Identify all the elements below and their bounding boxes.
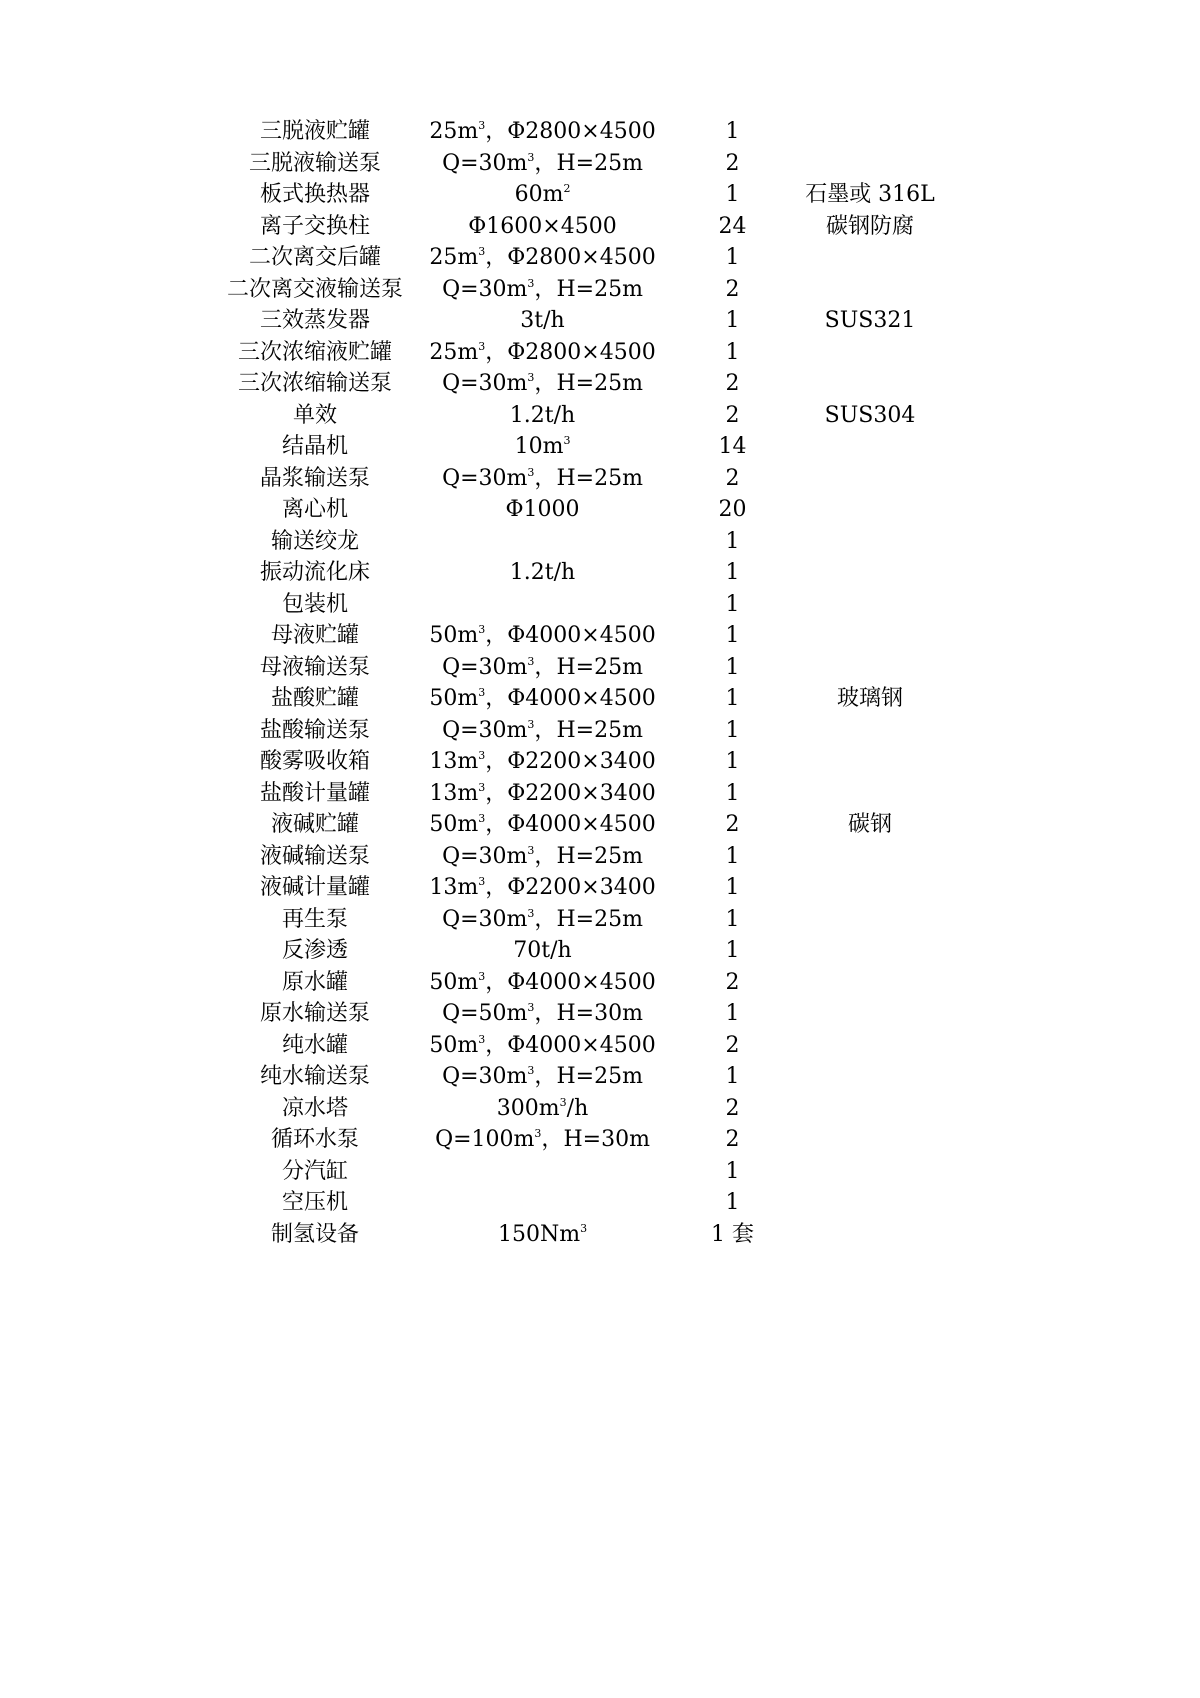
equipment-spec-cell: $Q=30m^3$，H=25m — [442, 906, 643, 932]
equipment-quantity-cell: 2 — [725, 969, 740, 995]
equipment-material-cell — [800, 715, 940, 747]
equipment-name-cell: 再生泵 — [281, 906, 348, 932]
equipment-quantity-cell: 1 — [725, 843, 740, 869]
equipment-quantity-cell: 2 — [725, 371, 740, 396]
table-row — [210, 1093, 940, 1125]
table-row — [210, 683, 940, 715]
table-row — [210, 809, 940, 841]
equipment-name-cell: 三脱液贮罐 — [259, 119, 370, 144]
table-row — [210, 1156, 940, 1188]
equipment-quantity-cell: 1 — [725, 119, 740, 144]
equipment-spec-cell: 70t/h — [513, 938, 572, 963]
equipment-spec-cell: $13m^3$，Φ2200×3400 — [429, 749, 656, 774]
equipment-material-cell — [800, 998, 940, 1030]
equipment-name-cell: 晶浆输送泵 — [259, 465, 370, 491]
equipment-name-cell: 三次浓缩输送泵 — [237, 371, 392, 396]
table-row — [210, 589, 940, 621]
equipment-material-cell — [800, 652, 940, 684]
equipment-material-cell — [800, 841, 940, 873]
equipment-name-cell: 循环水泵 — [270, 1127, 359, 1152]
equipment-name-cell: 分汽缸 — [281, 1158, 348, 1184]
equipment-spec-cell: $Q=30m^3$，H=25m — [442, 276, 643, 302]
table-row — [210, 998, 940, 1030]
equipment-material-cell — [800, 1093, 940, 1125]
equipment-spec-cell: 150Nm$^3$ — [497, 1221, 588, 1247]
equipment-quantity-cell: 14 — [718, 434, 747, 459]
equipment-spec-cell: $50m^3$，Φ4000×4500 — [429, 623, 656, 648]
equipment-material-cell: SUS321 — [824, 308, 916, 333]
table-row — [210, 211, 940, 243]
equipment-name-cell: 盐酸输送泵 — [259, 717, 370, 743]
equipment-spec-cell: $300m^3/h$ — [496, 1095, 589, 1121]
equipment-spec-cell: $Q=30m^3$，H=25m — [442, 150, 643, 176]
table-row — [210, 400, 940, 432]
equipment-material-cell — [800, 242, 940, 274]
table-row — [210, 148, 940, 180]
equipment-name-cell: 离子交换柱 — [259, 213, 370, 239]
equipment-material-cell — [800, 116, 940, 148]
equipment-name-cell: 母液输送泵 — [259, 654, 370, 680]
equipment-spec-cell: $Q=30m^3$，H=25m — [442, 1064, 643, 1089]
equipment-quantity-cell: 1 — [725, 686, 740, 711]
equipment-name-cell: 液碱输送泵 — [259, 843, 370, 869]
table-row — [210, 778, 940, 810]
table-row — [210, 872, 940, 904]
equipment-quantity-cell: 1 — [725, 1064, 740, 1089]
equipment-quantity-cell: 1 — [725, 528, 740, 554]
equipment-material-cell — [800, 494, 940, 526]
table-row — [210, 116, 940, 148]
equipment-quantity-cell: 2 — [725, 465, 740, 491]
equipment-name-cell: 母液贮罐 — [270, 623, 359, 648]
equipment-quantity-cell: 1 — [725, 245, 740, 270]
equipment-spec-cell: $50m^3$，Φ4000×4500 — [429, 1032, 656, 1058]
equipment-quantity-cell: 2 — [725, 402, 740, 428]
equipment-name-cell: 纯水输送泵 — [259, 1064, 370, 1089]
equipment-table-body — [210, 116, 940, 1250]
equipment-quantity-cell: 24 — [718, 213, 747, 239]
equipment-material-cell — [800, 148, 940, 180]
equipment-quantity-cell: 1 — [725, 875, 740, 900]
table-row — [210, 1061, 940, 1093]
equipment-name-cell: 制氢设备 — [270, 1221, 359, 1247]
equipment-quantity-cell: 1 — [725, 560, 740, 585]
equipment-quantity-cell: 2 — [725, 812, 740, 837]
equipment-spec-cell: $Q=30m^3$，H=25m — [442, 843, 643, 869]
equipment-quantity-cell: 20 — [718, 497, 747, 522]
table-row — [210, 179, 940, 211]
equipment-spec-cell: $13m^3$，Φ2200×3400 — [429, 780, 656, 806]
equipment-spec-cell — [420, 589, 665, 621]
equipment-material-cell: 碳钢 — [847, 812, 892, 837]
table-row — [210, 967, 940, 999]
table-row — [210, 337, 940, 369]
equipment-quantity-cell: 1 — [725, 1158, 740, 1184]
equipment-quantity-cell: 2 — [725, 1127, 740, 1152]
table-row — [210, 841, 940, 873]
equipment-name-cell: 反渗透 — [281, 938, 348, 963]
equipment-spec-cell: $10m^3$ — [514, 434, 571, 459]
table-row — [210, 1187, 940, 1219]
equipment-material-cell — [800, 557, 940, 589]
equipment-quantity-cell: 2 — [725, 276, 740, 302]
equipment-material-cell — [800, 526, 940, 558]
equipment-quantity-cell: 1 — [725, 182, 740, 207]
equipment-name-cell: 液碱计量罐 — [259, 875, 370, 900]
equipment-material-cell — [800, 1030, 940, 1062]
equipment-material-cell — [800, 1156, 940, 1188]
equipment-name-cell: 盐酸贮罐 — [270, 686, 359, 711]
equipment-name-cell: 二次离交后罐 — [248, 245, 381, 270]
table-row — [210, 242, 940, 274]
equipment-material-cell — [800, 904, 940, 936]
equipment-material-cell — [800, 935, 940, 967]
table-row — [210, 715, 940, 747]
equipment-quantity-cell: 1 套 — [711, 1221, 754, 1247]
table-row — [210, 274, 940, 306]
equipment-material-cell — [800, 463, 940, 495]
equipment-spec-cell: 3t/h — [520, 308, 565, 333]
equipment-material-cell — [800, 1124, 940, 1156]
equipment-material-cell — [800, 778, 940, 810]
equipment-material-cell — [800, 368, 940, 400]
equipment-spec-cell: $13m^3$，Φ2200×3400 — [429, 875, 656, 900]
equipment-name-cell: 离心机 — [281, 497, 348, 522]
equipment-name-cell: 板式换热器 — [259, 182, 370, 207]
equipment-name-cell: 盐酸计量罐 — [259, 780, 370, 806]
equipment-spec-cell — [420, 1156, 665, 1188]
equipment-spec-cell: $Q=100m^3$，H=30m — [435, 1127, 650, 1152]
equipment-spec-cell: $25m^3$，Φ2800×4500 — [429, 119, 656, 144]
equipment-name-cell: 空压机 — [281, 1190, 348, 1215]
table-row — [210, 463, 940, 495]
equipment-material-cell: 碳钢防腐 — [825, 213, 914, 239]
equipment-name-cell: 包装机 — [281, 591, 348, 617]
equipment-material-cell: 玻璃钢 — [836, 686, 903, 711]
equipment-material-cell: 石墨或 316L — [805, 182, 935, 207]
table-row — [210, 368, 940, 400]
equipment-quantity-cell: 1 — [725, 906, 740, 932]
equipment-name-cell: 结晶机 — [281, 434, 348, 459]
equipment-material-cell — [800, 431, 940, 463]
equipment-spec-cell: $Q=30m^3$，H=25m — [442, 371, 643, 396]
equipment-spec-cell — [420, 1187, 665, 1219]
equipment-table — [210, 116, 940, 1250]
table-row — [210, 494, 940, 526]
equipment-name-cell: 输送绞龙 — [270, 528, 359, 554]
equipment-quantity-cell: 1 — [725, 339, 740, 365]
equipment-spec-cell: $50m^3$，Φ4000×4500 — [429, 686, 656, 711]
equipment-spec-cell: $25m^3$，Φ2800×4500 — [429, 339, 656, 365]
table-row — [210, 935, 940, 967]
equipment-material-cell — [800, 746, 940, 778]
equipment-material-cell — [800, 1219, 940, 1251]
equipment-material-cell — [800, 967, 940, 999]
table-row — [210, 305, 940, 337]
equipment-spec-cell: $Q=30m^3$，H=25m — [442, 465, 643, 491]
equipment-material-cell — [800, 620, 940, 652]
equipment-spec-cell: $Q=30m^3$，H=25m — [442, 717, 643, 743]
equipment-name-cell: 原水罐 — [281, 969, 348, 995]
equipment-material-cell — [800, 337, 940, 369]
table-row — [210, 620, 940, 652]
equipment-spec-cell: $50m^3$，Φ4000×4500 — [429, 969, 656, 995]
table-row — [210, 652, 940, 684]
table-row — [210, 1124, 940, 1156]
equipment-name-cell: 酸雾吸收箱 — [259, 749, 370, 774]
equipment-name-cell: 原水输送泵 — [259, 1001, 370, 1026]
equipment-quantity-cell: 1 — [725, 780, 740, 806]
equipment-spec-cell: $25m^3$，Φ2800×4500 — [429, 245, 656, 270]
equipment-material-cell — [800, 1187, 940, 1219]
equipment-name-cell: 三脱液输送泵 — [248, 150, 381, 176]
equipment-material-cell — [800, 274, 940, 306]
equipment-quantity-cell: 1 — [725, 717, 740, 743]
table-row — [210, 1219, 940, 1251]
equipment-quantity-cell: 1 — [725, 654, 740, 680]
equipment-quantity-cell: 2 — [725, 1095, 740, 1121]
equipment-spec-cell: Φ1600×4500 — [468, 213, 617, 239]
table-row — [210, 1030, 940, 1062]
equipment-quantity-cell: 1 — [725, 308, 740, 333]
equipment-spec-cell: $60m^2$ — [514, 182, 571, 207]
equipment-name-cell: 振动流化床 — [259, 560, 370, 585]
equipment-quantity-cell: 1 — [725, 1190, 740, 1215]
equipment-spec-cell: $50m^3$，Φ4000×4500 — [429, 812, 656, 837]
table-row — [210, 746, 940, 778]
equipment-material-cell: SUS304 — [824, 402, 916, 428]
table-row — [210, 557, 940, 589]
equipment-name-cell: 单效 — [292, 402, 337, 428]
equipment-spec-cell: $Q=50m^3$，H=30m — [442, 1001, 643, 1026]
equipment-material-cell — [800, 1061, 940, 1093]
equipment-spec-cell — [420, 526, 665, 558]
equipment-spec-cell: 1.2t/h — [509, 402, 576, 428]
table-row — [210, 904, 940, 936]
equipment-spec-cell: Φ1000 — [505, 497, 580, 522]
table-row — [210, 526, 940, 558]
equipment-name-cell: 二次离交液输送泵 — [226, 276, 403, 302]
equipment-spec-cell: $Q=30m^3$，H=25m — [442, 654, 643, 680]
equipment-material-cell — [800, 589, 940, 621]
equipment-quantity-cell: 1 — [725, 1001, 740, 1026]
equipment-quantity-cell: 2 — [725, 150, 740, 176]
equipment-name-cell: 三次浓缩液贮罐 — [237, 339, 392, 365]
equipment-name-cell: 纯水罐 — [281, 1032, 348, 1058]
equipment-name-cell: 三效蒸发器 — [259, 308, 370, 333]
equipment-quantity-cell: 1 — [725, 623, 740, 648]
equipment-name-cell: 液碱贮罐 — [270, 812, 359, 837]
equipment-quantity-cell: 1 — [725, 591, 740, 617]
equipment-quantity-cell: 1 — [725, 938, 740, 963]
equipment-quantity-cell: 2 — [725, 1032, 740, 1058]
equipment-name-cell: 凉水塔 — [281, 1095, 348, 1121]
equipment-quantity-cell: 1 — [725, 749, 740, 774]
equipment-spec-cell: 1.2t/h — [509, 560, 576, 585]
equipment-material-cell — [800, 872, 940, 904]
table-row — [210, 431, 940, 463]
